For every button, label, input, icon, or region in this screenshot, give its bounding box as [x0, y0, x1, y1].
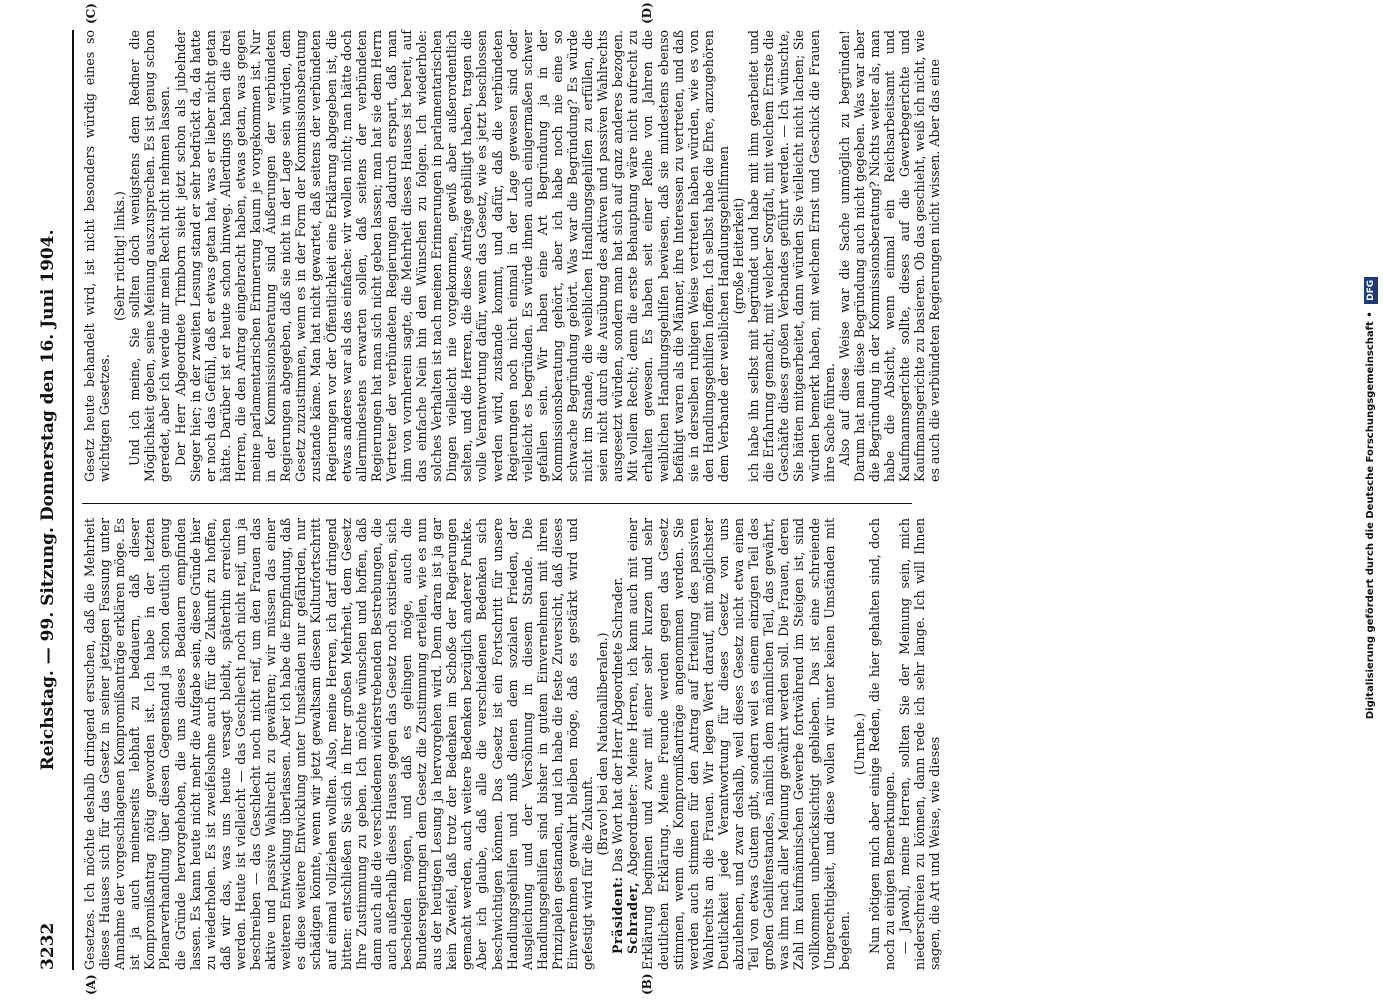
margin-marker-c: (C) [84, 3, 98, 24]
digitization-credit: Digitalisierung gefördert durch die Deutsche Forschungsgemeinschaft • [1365, 311, 1376, 720]
digitization-note [1352, 0, 1382, 1000]
president-statement: Das Wort hat der Herr Abgeordnete Schrader. [610, 576, 626, 873]
speaker-label-president: Präsident: [610, 876, 626, 954]
dfg-logo: DFG [1364, 277, 1378, 304]
paragraph: Also auf diese Weise war die Sache unmöglich zu begründen! Darum hat man diese Begründung auch nicht gegeben. Was war aber die Begründung in der Kommissionsberatung? Nichts weiter als, man habe die Absicht, wenn einmal ein Reichsarbeitsamt und Kaufmannsgerichte sollte, dieses auf die Gewerbegerichte und Kaufmannsgerichte zu basieren. Ob das geschieht, weiß ich nicht, wie es auch die verbündeten Regierungen nicht wissen. Aber das eine [836, 30, 943, 482]
paragraph: Gesetzes. Ich möchte deshalb dringend ersuchen, daß die Mehrheit dieses Hauses sich für das Gesetz in seiner jetzigen Fassung unter Annahme der vorgeschlagenen Kompromißanträge erklären möge. Es ist ja auch meinerseits lebhaft zu bedauern, daß dieser Kompromißantrag nötig geworden ist. Ich habe in der letzten Plenarverhandlung über diesen Gegenstand ja schon deutlich genug die Gründe hervorgehoben, die uns dieses Bedauern empfinden lassen. Es kann heute nicht mehr die Aufgabe sein, diese Gründe hier zu wiederholen. Es ist zweifelsohne auch für die Zukunft zu hoffen, daß wir das, was uns heute versagt bleibt, späterhin erreichen werden. Heute ist vielleicht — das Geschlecht noch nicht reif, um ja beschreiben — das Geschlecht noch nicht reif, um den Frauen das aktive und passive Wahlrecht zu gewähren; wir müssen das einer weiteren Entwicklung überlassen. Aber ich habe die Empfindung, daß es diese weitere Entwicklung unter Umständen nur gefährden, nur schädigen könnte, wenn wir jetzt gewaltsam diesen Kulturfortschritt auf einmal vollziehen wollten. Also, meine Herren, ich darf dringend bitten: entschließen Sie sich in Ihrer großen Mehrheit, dem Gesetz Ihre Zustimmung zu geben. Ich möchte wünschen und hoffen, daß dann auch alle die verschiedenen widerstrebenden Bestrebungen, die auch außerhalb dieses Hauses gegen das Gesetz noch existieren, sich bescheiden mögen, und daß es gelingen möge, auch die Bundesregierungen dem Gesetz die Zustimmung erteilen, wie es nun aus der heutigen Lesung ja hervorgehen wird. Denn daran ist ja gar kein Zweifel, daß trotz der Bedenken im Schoße der Regierungen gemacht werden, auch weitere Bedenken bezüglich anderer Punkte. Aber ich glaube, daß alle die verschiedenen Bedenken sich beschwichtigen können. Das Gesetz ist ein Fortschritt für unsere Handlungsgehilfen und muß dienen dem sozialen Frieden, der Ausgleichung und der Versöhnung in diesem Stande. Die Handlungsgehilfen sind bisher in gutem Einvernehmen mit ihren Prinzipalen gestanden, und ich habe die feste Zuversicht, daß dieses Einvernehmen gewahrt bleiben möge, daß es gestärkt wird und gefestigt wird für die Zukunft. [82, 518, 596, 970]
laughter-note: (große Heiterkeit) [731, 197, 747, 315]
column-divider [82, 503, 912, 504]
header-rule [72, 30, 74, 970]
right-column [82, 30, 942, 482]
speaker-label-schrader: Schrader, [625, 881, 641, 954]
paragraph: — Jawohl, meine Herren, sollten Sie der Meinung sein, mich niederschreien zu können, dann rede ich sehr lange. Ich will Ihnen sagen, die Art und Weise, wie dieses [897, 518, 943, 970]
paragraph: ich habe ihn selbst mit begründet und habe mit ihm gearbeitet und die Erfahrung gemacht, mit welcher Sorgfalt, mit welchem Ernste die Geschäfte dieses großen Verbandes geführt werden. — Ich wünschte, Sie hätten mitgearbeitet, dann würden Sie vielleicht nicht lachen; Sie würden bemerkt haben, mit welchem Ernst und Geschick die Frauen ihre Sache führen. [746, 30, 837, 482]
page-number: 3232 [38, 922, 58, 970]
page-header [34, 30, 68, 970]
paragraph: Der Herr Abgeordnete Trimborn sieht jetzt schon als jubelnder Sieger hier; in der zweiten Lesung stand er sehr bedrückt da, da hatte er noch das Gefühl, daß er etwas getan hat, was er lieber nicht getan hätte. Darüber ist er heute schon hinweg. Allerdings haben die drei Herren, die den Antrag eingebracht haben, etwas getan, was gegen meine parlamentarischen Erinnerung kaum je vorgekommen ist. Nur in der Kommissionsberatung sind Äußerungen der verbündeten Regierungen abgegeben, daß sie nicht in der Lage sein würden, dem Gesetz zuzustimmen, wenn es in der Form der Kommissionsberatung zustande käme. Man hat nicht gewartet, daß seitens der verbündeten Regierungen vor der Öffentlichkeit eine Erklärung abgegeben ist, die etwas anderes war als das einfache: wir wollen nicht; man hätte doch allermindestens erwarten sollen, daß seitens der verbündeten Regierungen hat man sich nicht geben lassen; man hat sie dem Herrn Vertreter der verbündeten Regierungen dadurch erspart, daß man ihm von vornherein sagte, die Mehrheit dieses Hauses ist bereit, auf das einfache Nein hin den Wünschen zu folgen. Ich wiederhole: solches Verhalten ist nach meinen Erinnerungen in parlamentarischen Dingen vielleicht nie vorgekommen, gewiß aber außerordentlich selten, und die Herren, die diese Anträge gebilligt haben, tragen die volle Verantwortung dafür, wenn das Gesetz, wie es jetzt beschlossen werden wird, zustande kommt, und dafür, daß die verbündeten Regierungen noch nicht einmal in der Lage gewesen sind oder vielleicht es begründen. Es würde ihnen auch einigermaßen schwer gefallen sein. Wir haben eine Art Begründung ja in der Kommissionsberatung gehört, aber ich habe noch nie eine so schwache Begründung gehört. Was war die Begründung? Es würde nicht im Stande, die weiblichen Handlungsgehilfen zu erfüllen, die seien nicht durch die Ausübung des aktiven und passiven Wahlrechts ausgesetzt würden, sondern man hat sich auf ganz anderes bezogen. Mit vollem Recht; denn die erste Behauptung wäre nicht aufrecht zu erhalten gewesen. Es haben seit einer Reihe von Jahren die weiblichen Handlungsgehilfen bewiesen, daß sie mindestens ebenso befähigt waren als die Männer, ihre Interessen zu vertreten, und daß sie in derselben ruhigen Weise vertreten haben würden, wie es von den Handlungsgehilfen hoffen. Ich selbst habe die Ehre, anzugehören dem Verbande der weiblichen Handlungsgehilfinnen [172, 30, 731, 482]
left-column [82, 518, 942, 970]
paragraph: Nun nötigen mich aber einige Reden, die hier gehalten sind, doch noch zu einigen Bemerkungen. [866, 518, 897, 970]
margin-marker-a: (A) [84, 974, 98, 995]
paragraph: Und ich meine, Sie sollten doch wenigstens dem Redner die Möglichkeit geben, seine Meinung auszusprechen. Es ist genug schon geredet, aber ich werde mir mein Recht nicht nehmen lassen. [127, 30, 173, 482]
page-title: Reichstag. — 99. Sitzung. Donnerstag den 16. Juni 1904. [38, 229, 58, 771]
interjection-note: (Sehr richtig! links.) [112, 191, 128, 321]
schrader-statement: Abgeordneter: Meine Herren, ich kann auch mit einer Erklärung beginnen und zwar mit einer sehr kurzen und sehr deutlichen Erklärung. Meine Freunde werden gegen das Gesetz stimmen, wenn die Kompromißanträge angenommen werden. Sie werden auch stimmen für den Antrag auf Erteilung des passiven Wahlrechts an die Frauen. Wir legen Wert darauf, mit möglichster Deutlichkeit jede Verantwortung für dieses Gesetz von uns abzulehnen, und zwar deshalb, weil dieses Gesetz nicht etwa einen Teil von etwas Gutem gibt, sondern weil es einem einzigen Teil des großen Gehilfenstandes, nämlich dem männlichen Teil, das gewährt, was ihm nach aller Meinung gewährt werden soll. Die Frauen, deren Zahl im kaufmännischen Gewerbe fortwährend im Steigen ist, sind vollkommen unberücksichtigt geblieben. Das ist eine schreiende Ungerechtigkeit, und diese wollen wir unter keinen Umständen mit begehen. [625, 518, 852, 970]
paragraph: Gesetz heute behandelt wird, ist nicht besonders würdig eines so wichtigen Gesetzes. [82, 30, 113, 482]
applause-note: (Bravo! bei den Nationalliberalen.) [595, 632, 611, 856]
margin-marker-d: (D) [640, 2, 654, 24]
unrest-note: (Unruhe.) [851, 712, 867, 776]
margin-marker-b: (B) [640, 973, 654, 995]
